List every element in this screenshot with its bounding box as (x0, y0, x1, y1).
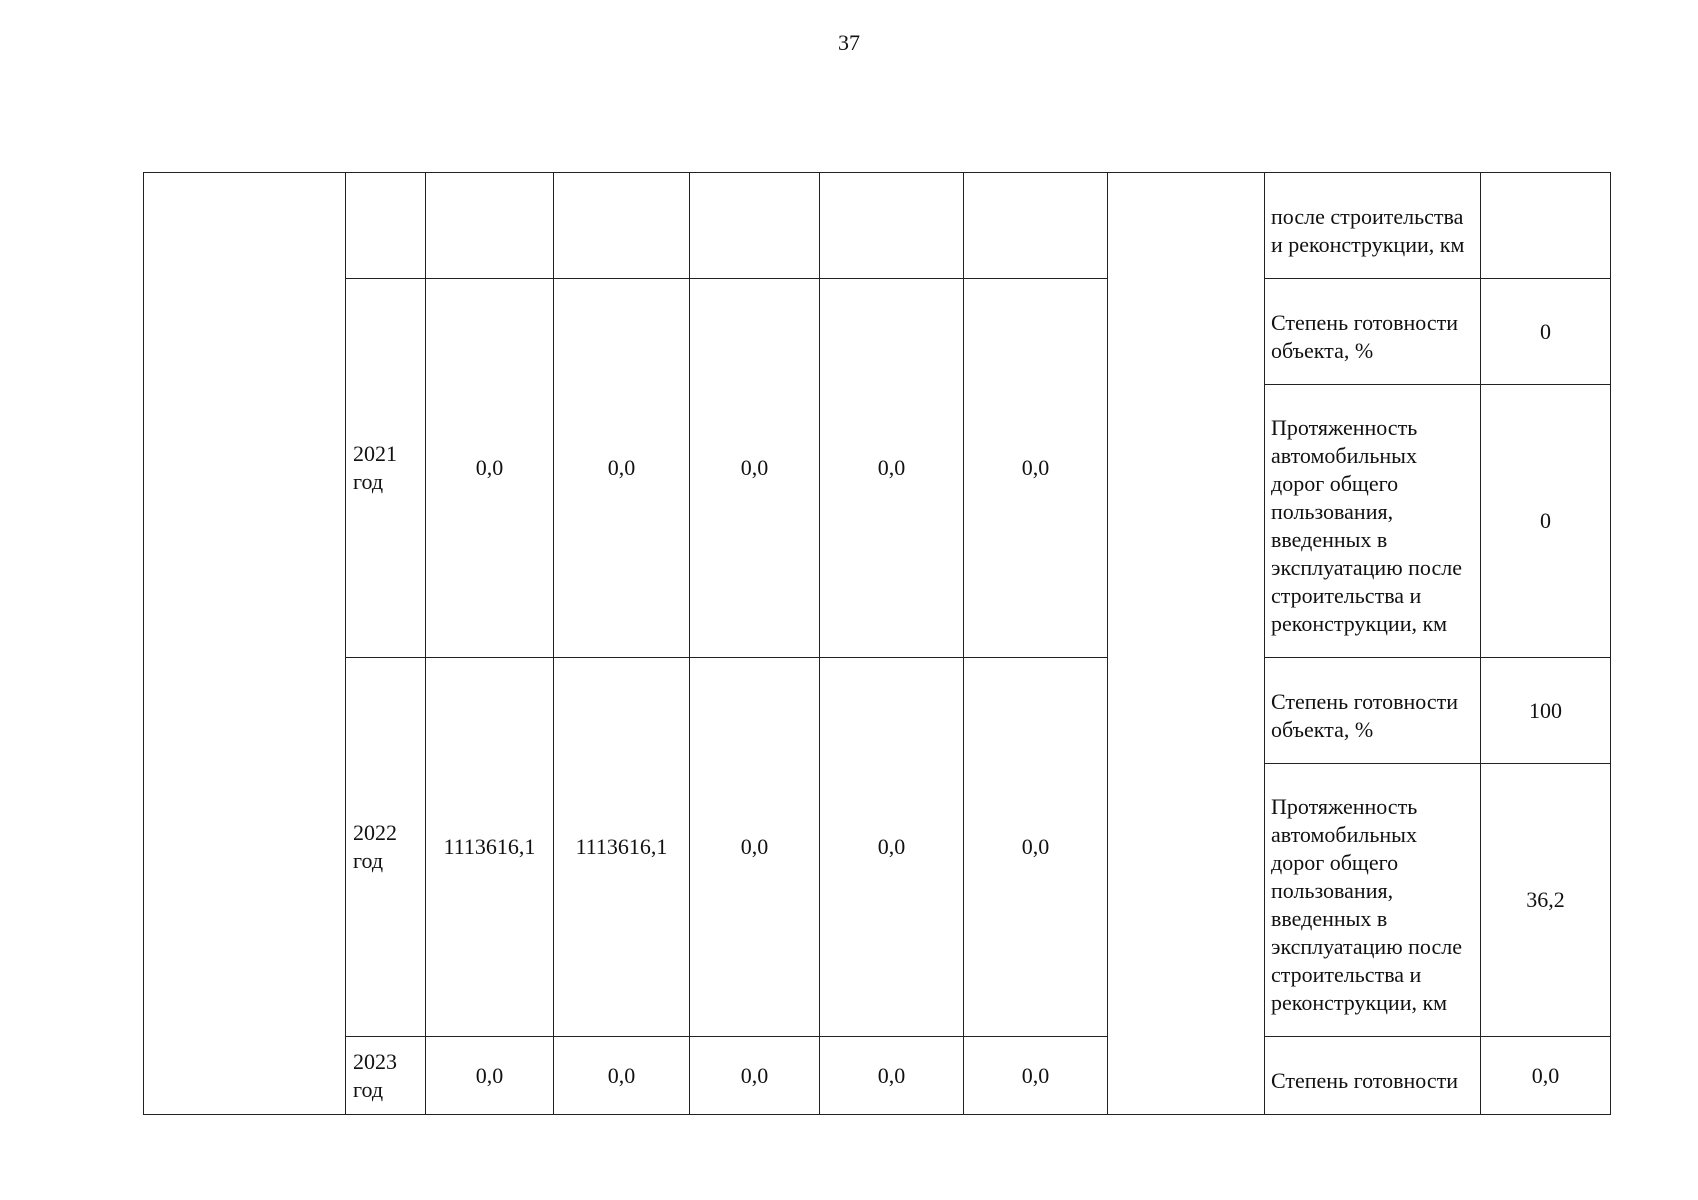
year-cell (346, 173, 426, 279)
amount-cell: 1113616,1 (554, 658, 690, 1037)
indicator-cell: Протяженность автомобильных дорог общего пользования, введенных в эксплуатацию после строительства и реконструкции, км (1265, 764, 1481, 1037)
amount-cell (426, 173, 554, 279)
table-row (144, 658, 1611, 764)
indicator-value-cell: 0,0 (1481, 1037, 1611, 1115)
indicator-cell: Протяженность автомобильных дорог общего пользования, введенных в эксплуатацию после строительства и реконструкции, км (1265, 385, 1481, 658)
amount-cell: 1113616,1 (426, 658, 554, 1037)
amount-cell: 0,0 (690, 279, 820, 658)
amount-cell: 0,0 (820, 658, 964, 1037)
indicator-cell: Степень готовности (1265, 1037, 1481, 1115)
indicator-cell: Степень готовности объекта, % (1265, 279, 1481, 385)
year-cell: 2021 год (346, 279, 426, 658)
indicator-value-cell: 100 (1481, 658, 1611, 764)
year-cell: 2022 год (346, 658, 426, 1037)
amount-cell: 0,0 (554, 1037, 690, 1115)
amount-cell (690, 173, 820, 279)
amount-cell (554, 173, 690, 279)
amount-cell: 0,0 (554, 279, 690, 658)
amount-cell: 0,0 (426, 279, 554, 658)
indicator-value-cell: 0 (1481, 385, 1611, 658)
amount-cell: 0,0 (964, 279, 1108, 658)
executor-cell (1108, 173, 1265, 1115)
amount-cell: 0,0 (820, 1037, 964, 1115)
indicator-cell: после строительства и реконструкции, км (1265, 173, 1481, 279)
indicator-value-cell: 36,2 (1481, 764, 1611, 1037)
amount-cell: 0,0 (426, 1037, 554, 1115)
amount-cell: 0,0 (820, 279, 964, 658)
table-row (144, 279, 1611, 385)
amount-cell (964, 173, 1108, 279)
page-number: 37 (838, 30, 860, 55)
indicator-value-cell (1481, 173, 1611, 279)
program-funding-table (143, 172, 1611, 1115)
table-row (144, 1037, 1611, 1115)
indicator-cell: Степень готовности объекта, % (1265, 658, 1481, 764)
table-row (144, 173, 1611, 279)
amount-cell: 0,0 (964, 658, 1108, 1037)
indicator-value-cell: 0 (1481, 279, 1611, 385)
amount-cell: 0,0 (964, 1037, 1108, 1115)
amount-cell: 0,0 (690, 658, 820, 1037)
amount-cell: 0,0 (690, 1037, 820, 1115)
amount-cell (820, 173, 964, 279)
event-name-cell (144, 173, 346, 1115)
year-cell: 2023 год (346, 1037, 426, 1115)
